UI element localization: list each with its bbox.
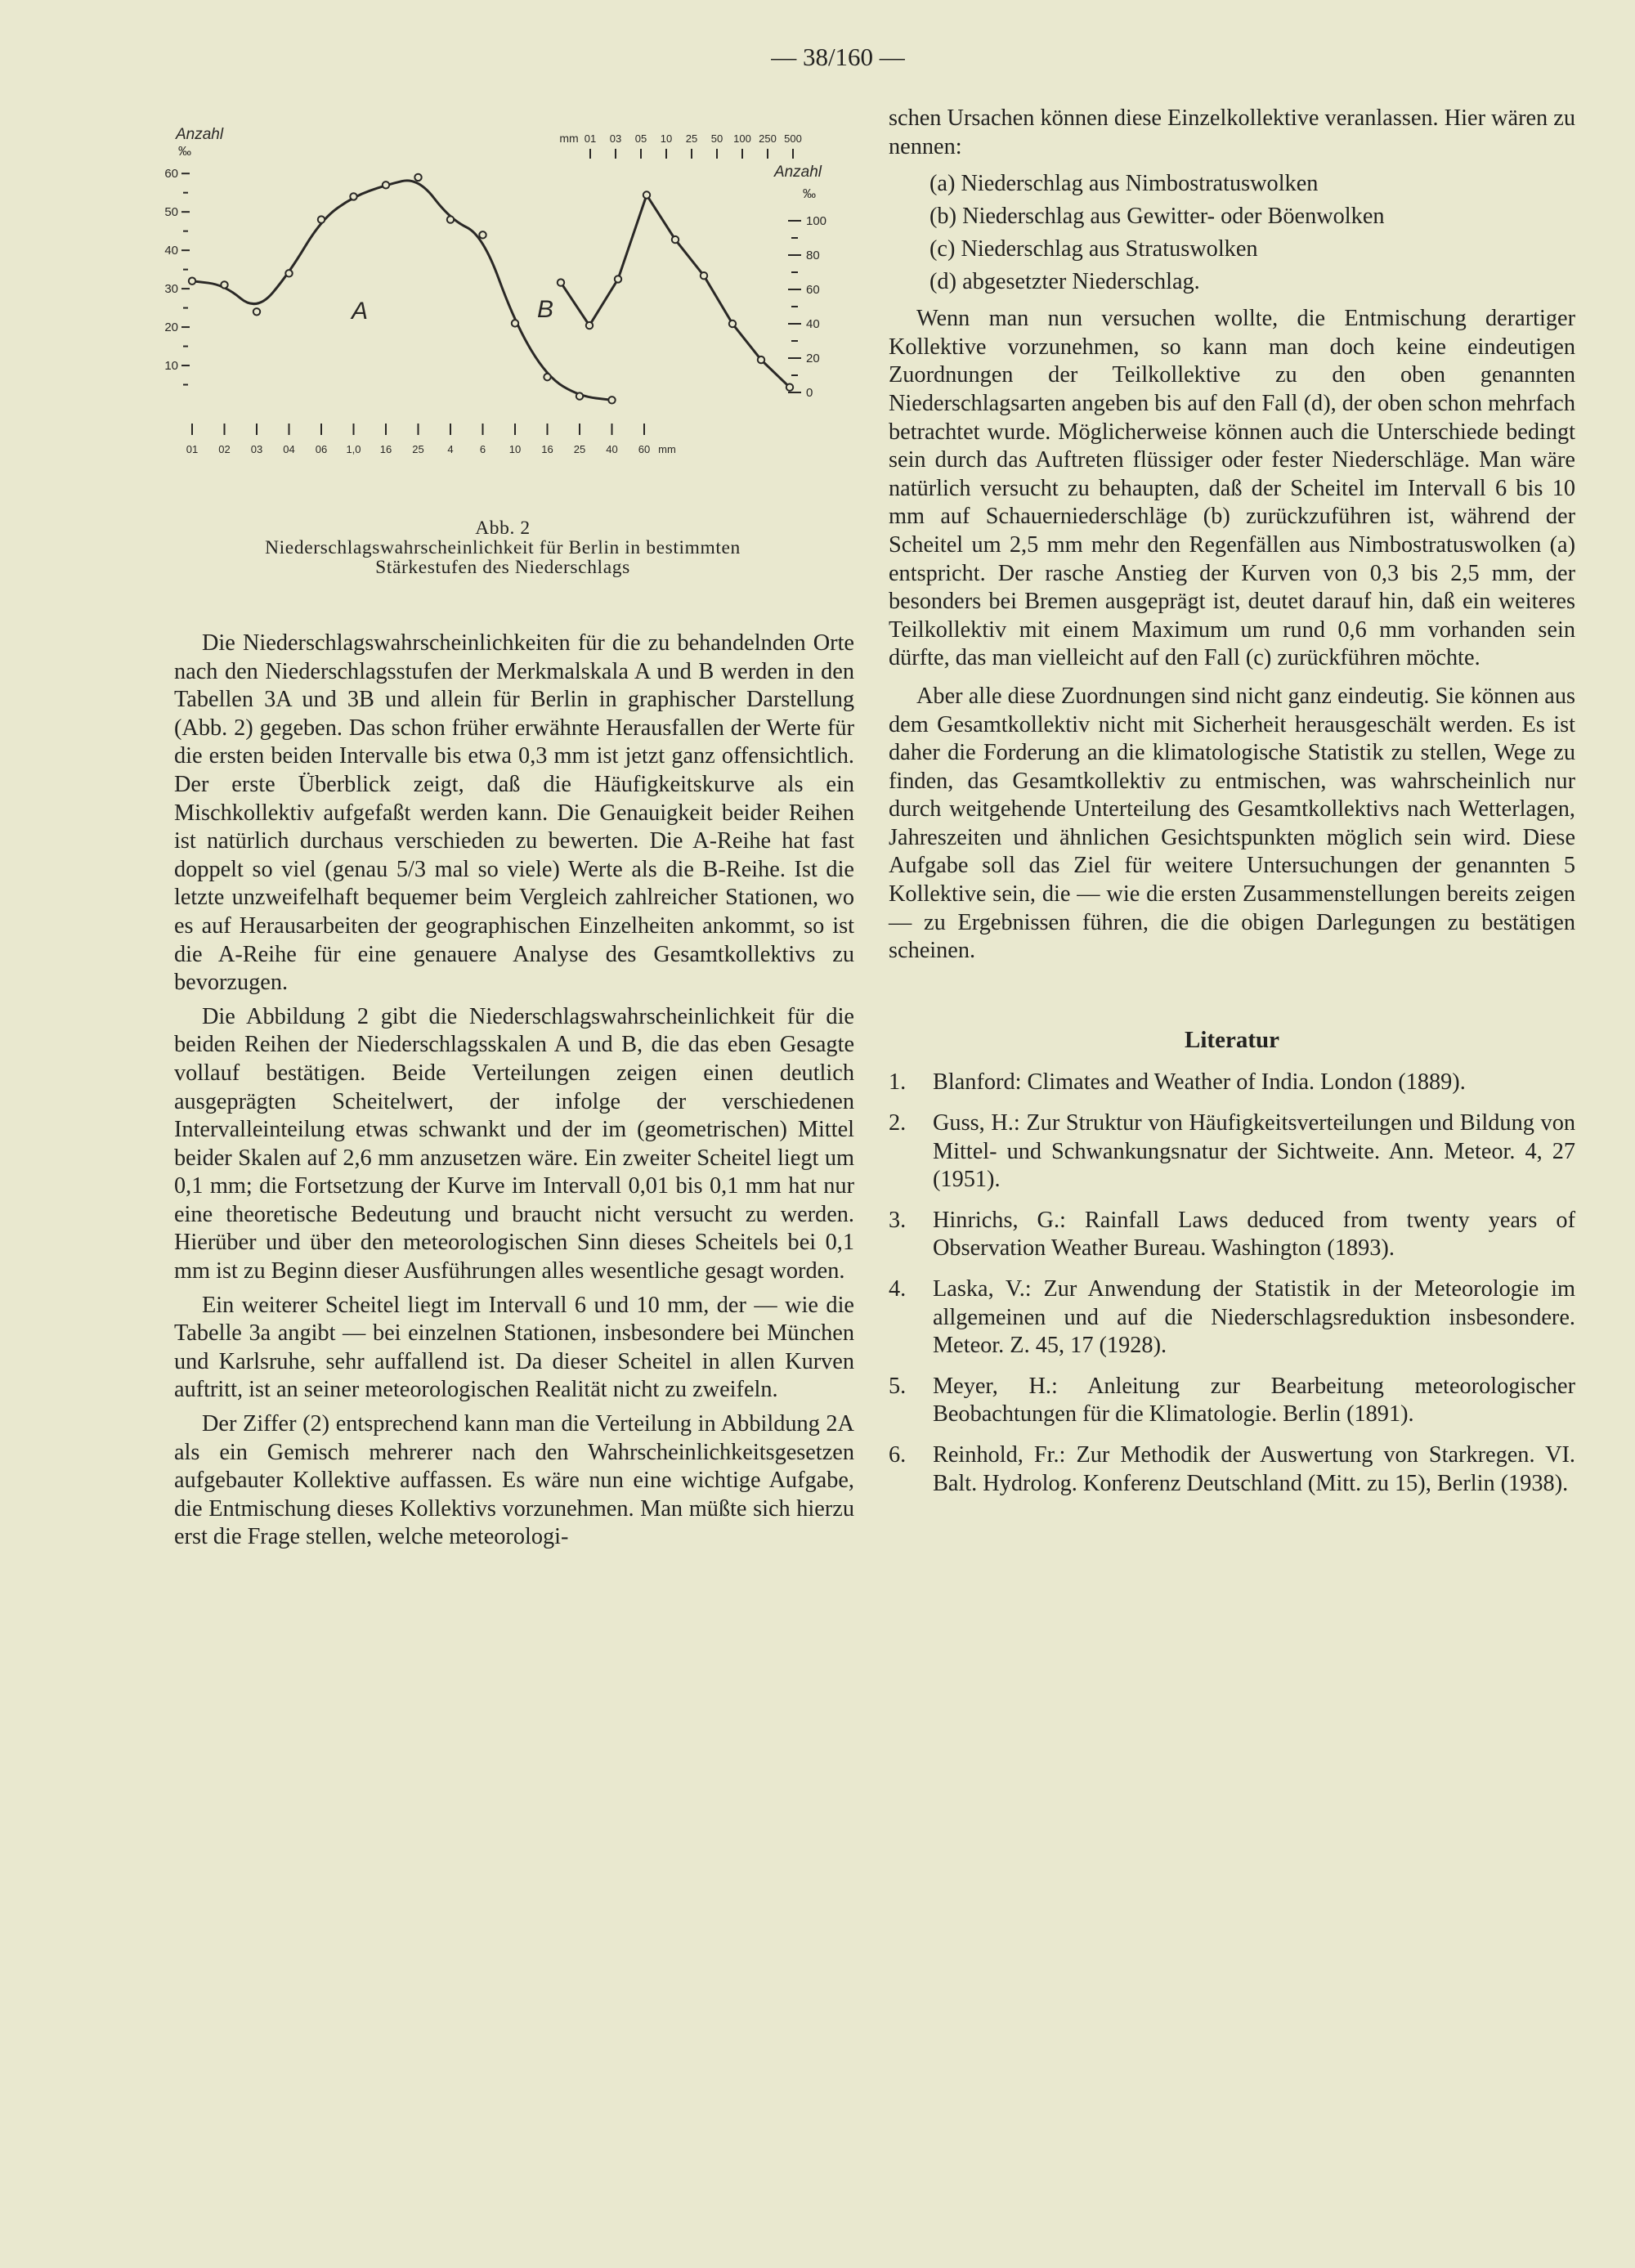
page-number: — 38/160 — — [771, 43, 905, 71]
bottom-axis-tick-label: 1,0 — [346, 443, 361, 455]
bottom-axis-tick-label: 25 — [412, 443, 424, 455]
literature-heading: Literatur — [1185, 1026, 1279, 1053]
bottom-axis-unit: mm — [658, 443, 676, 455]
list-item: (b) Niederschlag aus Gewitter- oder Böenwolken — [929, 204, 1385, 230]
list-item: (c) Niederschlag aus Stratuswolken — [929, 236, 1258, 262]
series-a-point — [479, 231, 486, 238]
series-b-point — [586, 322, 593, 329]
caption-line-2: Stärkestufen des Niederschlags — [375, 557, 630, 578]
top-axis-tick-label: 100 — [733, 132, 751, 145]
bottom-axis-tick-label: 25 — [573, 443, 586, 455]
series-b-point — [701, 272, 707, 279]
precipitation-probability-chart — [155, 123, 858, 507]
right-axis-tick-label: 40 — [806, 317, 820, 331]
paragraph: Ein weiterer Scheitel liegt im Intervall 6 und 10 mm, der — wie die Tabelle 3a angibt — bei einzelnen Stationen, insbesondere bei München und Karlsruhe, sehr auffallend ist. Da dieser Scheitel in allen Kurven auftritt, ist an seiner meteorologischen Realität nicht zu zweifeln. — [174, 1292, 854, 1403]
top-axis-unit: mm — [559, 132, 579, 145]
left-axis-tick-label: 20 — [164, 320, 178, 335]
right-axis-tick-label: 20 — [806, 352, 820, 365]
bottom-axis-tick-label: 40 — [606, 443, 618, 455]
reference-item: 4. Laska, V.: Zur Anwendung der Statistik in der Meteorologie im allgemeinen und auf die Niederschlagsreduktion insbesondere. Meteor. Z. 45, 17 (1928). — [889, 1276, 1575, 1359]
bottom-axis-tick-label: 16 — [541, 443, 553, 455]
top-axis-tick-label: 50 — [710, 132, 723, 145]
left-axis-unit: ‰ — [178, 145, 191, 159]
bottom-axis-tick-label: 6 — [479, 443, 486, 455]
top-axis-tick-label: 01 — [584, 132, 597, 145]
top-axis-tick-label: 05 — [634, 132, 647, 145]
series-a-point — [189, 278, 195, 285]
series-b-line — [561, 195, 790, 388]
bottom-axis-tick-label: 4 — [447, 443, 454, 455]
reference-item: 6. Reinhold, Fr.: Zur Methodik der Auswertung von Starkregen. VI. Balt. Hydrolog. Konferenz Deutschland (Mitt. zu 15), Berlin (1938). — [889, 1441, 1575, 1496]
series-a-point — [414, 174, 421, 181]
top-axis-tick-label: 250 — [759, 132, 777, 145]
top-axis-tick-label: 25 — [685, 132, 698, 145]
series-a-point — [544, 374, 550, 380]
paragraph: Die Abbildung 2 gibt die Niederschlagswahrscheinlichkeit für die beiden Reihen der Niederschlagsskalen A und B, die das eben Gesagte vollauf bestätigen. Beide Verteilungen zeigen einen deutlich ausgeprägten Scheitelwert, der infolge der verschiedenen Intervalleinteilung etwas schwankt und der im (geometrischen) Mittel beider Skalen auf 2,6 mm anzusetzen wäre. Ein zweiter Scheitel liegt um 0,1 mm; die Fortsetzung der Kurve im Intervall 0,01 bis 0,1 mm hat nur eine theoretische Bedeutung und braucht nicht versucht zu werden. Hierüber und über den meteorologischen Sinn dieses Scheitels bei 0,1 mm ist zu Beginn dieser Ausführungen alles wesentliche gesagt worden. — [174, 1003, 854, 1284]
series-a-point — [253, 308, 260, 315]
paragraph: Aber alle diese Zuordnungen sind nicht ganz eindeutig. Sie können aus dem Gesamtkollektiv nicht mit Sicherheit herausgeschält werden. Es ist daher die Forderung an die klimatologische Statistik zu stellen, Wege zu finden, das Gesamtkollektiv zu entmischen, was wahrscheinlich nur durch weitgehende Unterteilung des Gesamtkollektivs nach Wetterlagen, Jahreszeiten und ähnlichen Gesichtspunkten möglich sein wird. Diese Aufgabe soll das Ziel für weitere Untersuchungen der genannten 5 Kollektive sein, die — wie die ersten Zusammenstellungen bereits zeigen — zu Ergebnissen führen, die die obigen Darlegungen zu bestätigen scheinen. — [889, 683, 1575, 964]
bottom-axis-tick-label: 16 — [379, 443, 392, 455]
series-b-point — [558, 279, 564, 285]
bottom-axis-tick-label: 60 — [638, 443, 651, 455]
bottom-axis-tick-label: 06 — [315, 443, 328, 455]
bottom-axis-tick-label: 02 — [218, 443, 231, 455]
series-b-point — [729, 320, 736, 327]
top-axis-tick-label: 500 — [784, 132, 802, 145]
figure-caption — [176, 518, 830, 577]
right-axis-tick-label: 0 — [806, 386, 813, 400]
right-axis-unit: ‰ — [803, 187, 816, 201]
series-a-point — [318, 216, 325, 222]
left-axis-label: Anzahl — [176, 126, 224, 143]
series-b-point — [672, 236, 679, 243]
left-axis-tick-label: 50 — [164, 205, 178, 220]
bottom-axis-tick-label: 03 — [250, 443, 263, 455]
series-a-point — [576, 392, 583, 399]
series-a-point — [350, 193, 356, 199]
left-column — [174, 630, 854, 1552]
left-axis-tick-label: 60 — [164, 167, 178, 182]
series-a-point — [608, 397, 615, 403]
left-axis-tick-label: 40 — [164, 244, 178, 258]
reference-item: 2. Guss, H.: Zur Struktur von Häufigkeitsverteilungen und Bildung von Mittel- und Schwankungsnatur der Sichtweite. Ann. Meteor. 4, 27 (1951). — [889, 1110, 1575, 1193]
series-a-label: A — [351, 298, 369, 325]
series-b-point — [758, 356, 764, 363]
bottom-axis-tick-label: 01 — [186, 443, 199, 455]
right-axis-tick-label: 80 — [806, 249, 820, 262]
cause-list — [929, 168, 1575, 298]
series-b-label: B — [536, 296, 554, 323]
bottom-axis-tick-label: 04 — [283, 443, 295, 455]
reference-item: 5. Meyer, H.: Anleitung zur Bearbeitung meteorologischer Beobachtungen für die Klimatologie. Berlin (1891). — [889, 1373, 1575, 1428]
paragraph: Der Ziffer (2) entsprechend kann man die Verteilung in Abbildung 2A als ein Gemisch mehrerer nach den Wahrscheinlichkeitsgesetzen aufgebauter Kollektive auffassen. Es wäre nun eine wichtige Aufgabe, die Entmischung dieses Kollektivs vorzunehmen. Man müßte sich hierzu erst die Frage stellen, welche meteorologi- — [174, 1411, 854, 1550]
paragraph: Wenn man nun versuchen wollte, die Entmischung derartiger Kollektive vorzunehmen, so kann man doch keine eindeutigen Zuordnungen der Teilkollektive zu den oben genannten Niederschlagsarten angeben bis auf den Fall (d), der oben schon mehrfach betrachtet wurde. Möglicherweise können auch die Unterschiede bedingt sein durch das Auftreten flüssiger oder fester Niederschläge. Man wäre natürlich versucht zu behaupten, daß der Scheitel im Intervall 6 bis 10 mm auf Schauerniederschläge (b) zurückzuführen ist, während der Scheitel um 2,5 mm mehr den Regenfällen aus Nimbostratuswolken (a) entspricht. Der rasche Anstieg der Kurven von 0,3 bis 2,5 mm, der besonders bei Bremen ausgeprägt ist, deutet darauf hin, daß ein weiteres Teilkollektiv mit einem Maximum um rund 0,6 mm vorhanden sein dürfte, das man vielleicht auf den Fall (c) zurückführen möchte. — [889, 306, 1575, 671]
series-b-point — [786, 384, 793, 391]
series-b-point — [615, 276, 621, 282]
caption-label: Abb. 2 — [475, 518, 531, 539]
reference-item: 3. Hinrichs, G.: Rainfall Laws deduced from twenty years of Observation Weather Bureau. Washington (1893). — [889, 1207, 1575, 1262]
reference-item: 1. Blanford: Climates and Weather of India. London (1889). — [889, 1069, 1466, 1096]
series-a-point — [221, 281, 227, 288]
series-a-point — [512, 320, 518, 326]
right-axis-tick-label: 100 — [806, 214, 827, 228]
list-item: (d) abgesetzter Niederschlag. — [929, 269, 1200, 295]
bottom-axis-tick-label: 10 — [508, 443, 522, 455]
caption-line-1: Niederschlagswahrscheinlichkeit für Berlin in bestimmten — [265, 537, 741, 558]
paragraph: schen Ursachen können diese Einzelkollektive veranlassen. Hier wären zu nennen: — [889, 105, 1575, 159]
right-axis-tick-label: 60 — [806, 283, 820, 297]
list-item: (a) Niederschlag aus Nimbostratuswolken — [929, 171, 1319, 197]
series-a-point — [383, 182, 389, 188]
right-column — [889, 105, 1575, 1510]
series-b-point — [643, 191, 650, 198]
right-axis-label: Anzahl — [773, 164, 822, 181]
left-axis-tick-label: 10 — [164, 359, 178, 374]
paragraph: Die Niederschlagswahrscheinlichkeiten für die zu behandelnden Orte nach den Niederschlagsstufen der Merkmalskala A und B werden in den Tabellen 3A und 3B und allein für Berlin in graphischer Darstellung (Abb. 2) gegeben. Das schon früher erwähnte Herausfallen der Werte für die ersten beiden Intervalle bis etwa 0,3 mm ist jetzt ganz offensichtlich. Der erste Überblick zeigt, daß die Häufigkeitskurve als ein Mischkollektiv aufgefaßt werden kann. Die Genauigkeit beider Reihen ist natürlich durchaus verschieden zu bewerten. Die A-Reihe hat fast doppelt so viel (genau 5/3 mal so viele) Werte als die B-Reihe. Ist die letzte unzweifelhaft bequemer beim Vergleich zahlreicher Stationen, wo es auf Herausarbeiten der geographischen Einzelheiten ankommt, so ist die A-Reihe für eine genauere Analyse des Gesamtkollektivs zu bevorzugen. — [174, 630, 854, 996]
top-axis-tick-label: 03 — [609, 132, 622, 145]
series-a-point — [447, 216, 454, 222]
top-axis-tick-label: 10 — [660, 132, 673, 145]
series-a-point — [285, 270, 292, 276]
series-a-line — [192, 181, 612, 400]
left-axis-tick-label: 30 — [164, 282, 178, 297]
reference-list — [889, 1069, 1575, 1498]
